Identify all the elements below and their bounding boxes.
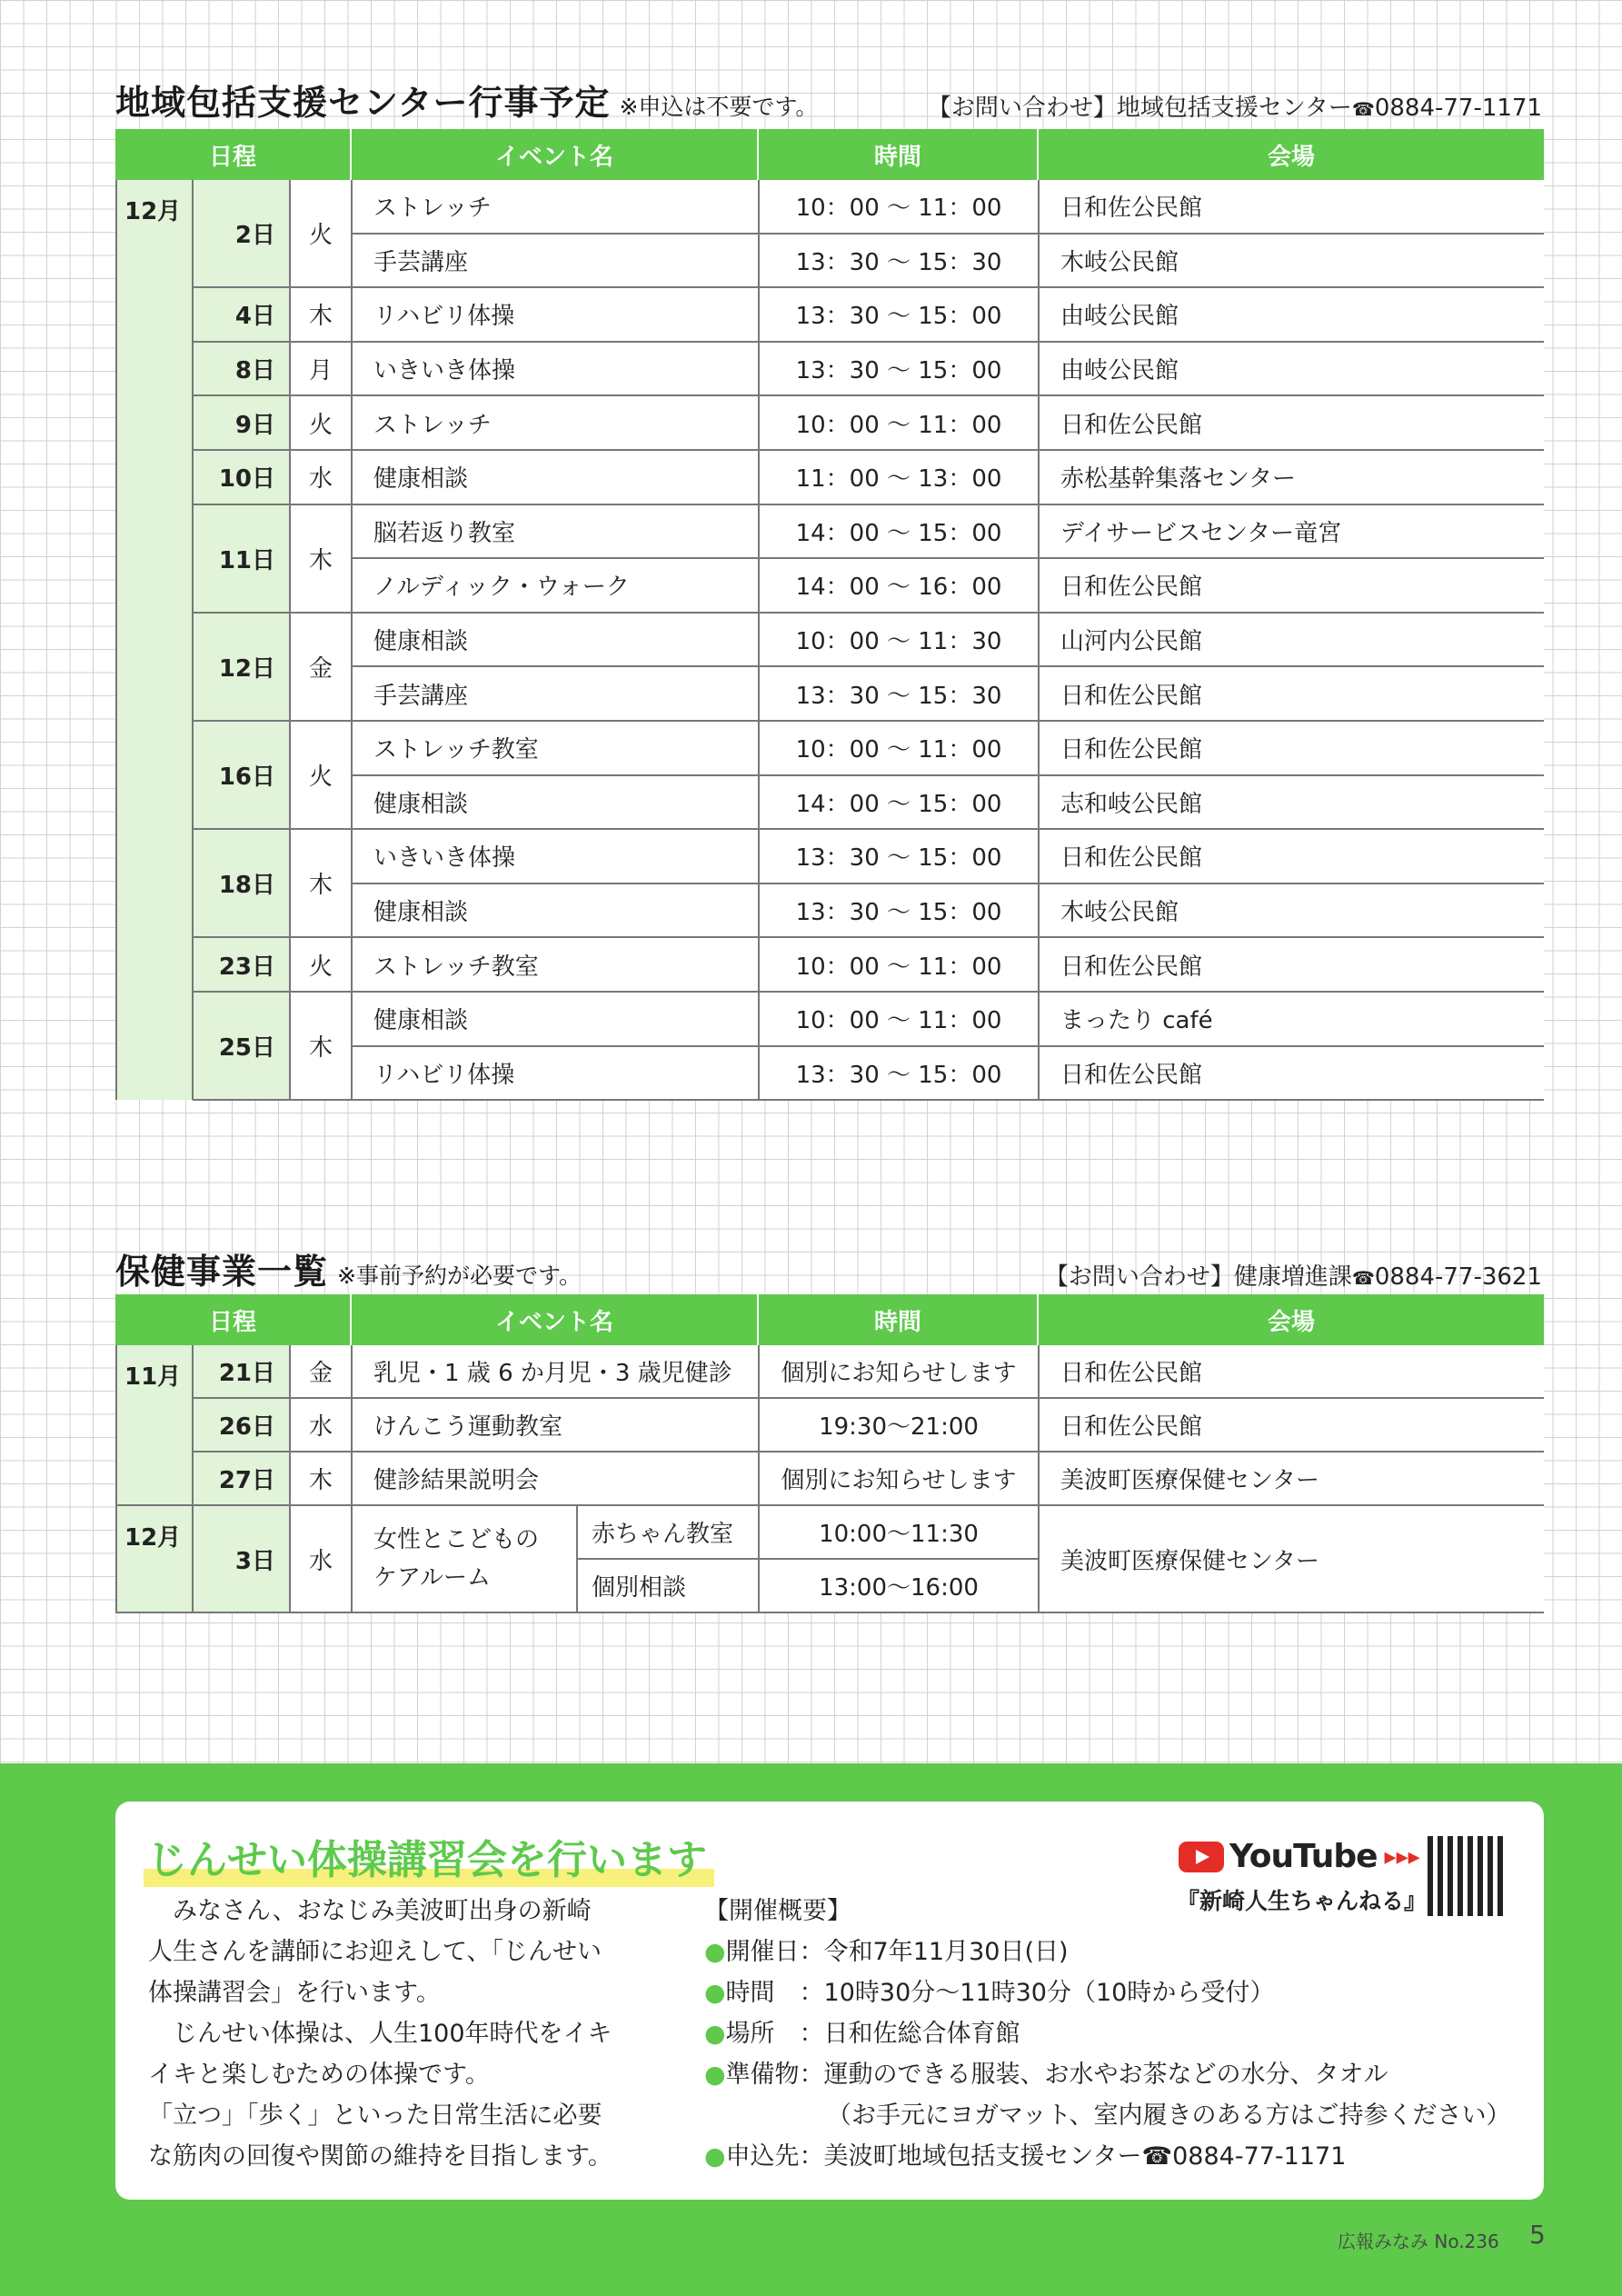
event-time: 10：00 ～ 11：00 bbox=[759, 396, 1039, 451]
month-cell bbox=[115, 180, 193, 1100]
event-time: 13:00～16:00 bbox=[759, 1560, 1039, 1613]
section1-table-header bbox=[115, 129, 1544, 180]
header-schedule: 日程 bbox=[115, 129, 352, 180]
header-time: 時間 bbox=[759, 1294, 1039, 1345]
event-venue: 木岐公民館 bbox=[1039, 235, 1544, 289]
event-name: けんこう運動教室 bbox=[352, 1399, 759, 1452]
header-venue: 会場 bbox=[1267, 143, 1315, 171]
event-time: 10：00 ～ 11：00 bbox=[759, 938, 1039, 993]
event-name: 健康相談 bbox=[352, 776, 759, 831]
event-name: リハビリ体操 bbox=[352, 1047, 759, 1102]
weekday-cell: 木 bbox=[290, 830, 352, 938]
event-name: ストレッチ bbox=[352, 180, 759, 235]
section1-title: 地域包括支援センター行事予定 ※申込は不要です。 bbox=[115, 83, 819, 123]
event-venue: 日和佐公民館 bbox=[1039, 559, 1544, 614]
event-time: 10:00～11:30 bbox=[759, 1506, 1039, 1560]
event-name: 脳若返り教室 bbox=[352, 505, 759, 560]
month-label: 11月 bbox=[124, 1363, 182, 1391]
event-time: 13：30 ～ 15：00 bbox=[759, 1047, 1039, 1102]
youtube-link[interactable] bbox=[1179, 1838, 1420, 1875]
weekday-cell: 木 bbox=[290, 288, 352, 343]
event-venue: 日和佐公民館 bbox=[1039, 1345, 1544, 1399]
day-cell: 8日 bbox=[193, 343, 290, 397]
event-name: 女性とこどもの ケアルーム bbox=[352, 1506, 577, 1613]
day-cell: 23日 bbox=[193, 938, 290, 993]
event-venue: 日和佐公民館 bbox=[1039, 396, 1544, 451]
promo-panel bbox=[115, 1802, 1544, 2200]
event-venue: 由岐公民館 bbox=[1039, 288, 1544, 343]
event-venue: 日和佐公民館 bbox=[1039, 1047, 1544, 1102]
event-name: 健康相談 bbox=[352, 884, 759, 939]
overview-date: ●開催日：令和7年11月30日(日) bbox=[704, 1938, 1069, 1966]
event-time: 個別にお知らせします bbox=[759, 1345, 1039, 1399]
day-cell: 12日 bbox=[193, 614, 290, 722]
sub-event-name: 個別相談 bbox=[577, 1560, 759, 1613]
page-number: 5 bbox=[1529, 2220, 1546, 2250]
header-venue: 会場 bbox=[1267, 1308, 1315, 1336]
event-time: 13：30 ～ 15：00 bbox=[759, 288, 1039, 343]
header-time: 時間 bbox=[759, 129, 1039, 180]
overview-time: ●時間 ：10時30分～11時30分（10時から受付） bbox=[704, 1979, 1275, 2007]
event-time: 10：00 ～ 11：00 bbox=[759, 180, 1039, 235]
event-venue: 日和佐公民館 bbox=[1039, 667, 1544, 722]
section2-table bbox=[115, 1345, 1544, 1613]
weekday-cell: 火 bbox=[290, 180, 352, 288]
event-venue: まったり café bbox=[1039, 993, 1544, 1047]
event-time: 11：00 ～ 13：00 bbox=[759, 451, 1039, 505]
weekday-cell: 水 bbox=[290, 451, 352, 505]
event-name: 乳児・1 歳 6 か月児・3 歳児健診 bbox=[352, 1345, 759, 1399]
event-name: 手芸講座 bbox=[352, 235, 759, 289]
event-venue: 日和佐公民館 bbox=[1039, 1399, 1544, 1452]
weekday-cell: 火 bbox=[290, 938, 352, 993]
overview-items-note: （お手元にヨガマット、室内履きのある方はご持参ください） bbox=[827, 2101, 1511, 2130]
event-venue: 山河内公民館 bbox=[1039, 614, 1544, 668]
promo-body: みなさん、おなじみ美波町出身の新崎 人生さんを講師にお迎えして、「じんせい 体操講習会」を行います。 じんせい体操は、人生100年時代をイキ イキと楽しむための体操です。 「立つ」「歩く」といった日常生活に必要 な筋肉の回復や関節の維持を目指します。 bbox=[148, 1897, 612, 2171]
weekday-cell: 木 bbox=[290, 1452, 352, 1506]
event-name: いきいき体操 bbox=[352, 830, 759, 884]
arrow-icon: ▸▸▸ bbox=[1384, 1842, 1420, 1871]
event-time: 13：30 ～ 15：00 bbox=[759, 830, 1039, 884]
weekday-cell: 木 bbox=[290, 505, 352, 614]
header-event: イベント名 bbox=[352, 129, 759, 180]
day-cell: 18日 bbox=[193, 830, 290, 938]
overview-place: ●場所 ：日和佐総合体育館 bbox=[704, 2020, 1020, 2048]
section2-title: 保健事業一覧 ※事前予約が必要です。 bbox=[115, 1252, 582, 1292]
event-venue: 日和佐公民館 bbox=[1039, 722, 1544, 776]
event-time: 14：00 ～ 15：00 bbox=[759, 505, 1039, 560]
weekday-cell: 水 bbox=[290, 1399, 352, 1452]
weekday-cell: 金 bbox=[290, 1345, 352, 1399]
event-name: 健康相談 bbox=[352, 614, 759, 668]
day-cell: 4日 bbox=[193, 288, 290, 343]
event-name: ストレッチ教室 bbox=[352, 722, 759, 776]
day-cell: 2日 bbox=[193, 180, 290, 288]
event-name: 手芸講座 bbox=[352, 667, 759, 722]
section2-note: ※事前予約が必要です。 bbox=[337, 1263, 582, 1289]
day-cell: 25日 bbox=[193, 993, 290, 1101]
section1-note: ※申込は不要です。 bbox=[619, 94, 819, 120]
event-venue: 日和佐公民館 bbox=[1039, 180, 1544, 235]
month-label: 12月 bbox=[124, 198, 182, 225]
event-venue: 日和佐公民館 bbox=[1039, 830, 1544, 884]
day-cell: 27日 bbox=[193, 1452, 290, 1506]
section2-contact: 【お問い合わせ】健康増進課☎0884-77-3621 bbox=[1044, 1263, 1542, 1291]
event-time: 10：00 ～ 11：30 bbox=[759, 614, 1039, 668]
event-time: 19:30～21:00 bbox=[759, 1399, 1039, 1452]
section1-table bbox=[115, 180, 1544, 1100]
event-venue: 志和岐公民館 bbox=[1039, 776, 1544, 831]
day-cell: 3日 bbox=[193, 1506, 290, 1613]
day-cell: 11日 bbox=[193, 505, 290, 614]
event-time: 13：30 ～ 15：30 bbox=[759, 667, 1039, 722]
header-event: イベント名 bbox=[352, 1294, 759, 1345]
event-name: 健康相談 bbox=[352, 451, 759, 505]
weekday-cell: 火 bbox=[290, 396, 352, 451]
promo-overview bbox=[704, 1891, 1511, 2177]
phone-icon: ☎ bbox=[1351, 1267, 1375, 1289]
event-time: 10：00 ～ 11：00 bbox=[759, 993, 1039, 1047]
event-venue: 由岐公民館 bbox=[1039, 343, 1544, 397]
event-venue: 美波町医療保健センター bbox=[1039, 1506, 1544, 1613]
day-cell: 21日 bbox=[193, 1345, 290, 1399]
event-time: 13：30 ～ 15：00 bbox=[759, 343, 1039, 397]
event-name: リハビリ体操 bbox=[352, 288, 759, 343]
event-venue: 美波町医療保健センター bbox=[1039, 1452, 1544, 1506]
event-name: ストレッチ bbox=[352, 396, 759, 451]
event-name: ストレッチ教室 bbox=[352, 938, 759, 993]
weekday-cell: 金 bbox=[290, 614, 352, 722]
overview-apply: ●申込先：美波町地域包括支援センター☎0884-77-1171 bbox=[704, 2142, 1347, 2171]
day-cell: 9日 bbox=[193, 396, 290, 451]
phone-icon: ☎ bbox=[1351, 98, 1375, 120]
youtube-label: YouTube bbox=[1229, 1838, 1378, 1875]
section1-contact: 【お問い合わせ】地域包括支援センター☎0884-77-1171 bbox=[927, 95, 1542, 122]
footer-divider bbox=[1508, 2214, 1510, 2269]
month-label: 12月 bbox=[124, 1524, 182, 1552]
event-venue: 木岐公民館 bbox=[1039, 884, 1544, 939]
day-cell: 26日 bbox=[193, 1399, 290, 1452]
event-time: 13：30 ～ 15：00 bbox=[759, 884, 1039, 939]
event-time: 13：30 ～ 15：30 bbox=[759, 235, 1039, 289]
event-venue: 日和佐公民館 bbox=[1039, 938, 1544, 993]
publication-name: 広報みなみ No.236 bbox=[1338, 2231, 1499, 2252]
event-name: 健診結果説明会 bbox=[352, 1452, 759, 1506]
event-time: 個別にお知らせします bbox=[759, 1452, 1039, 1506]
event-venue: デイサービスセンター竜宮 bbox=[1039, 505, 1544, 560]
sub-event-name: 赤ちゃん教室 bbox=[577, 1506, 759, 1560]
weekday-cell: 火 bbox=[290, 722, 352, 830]
day-cell: 16日 bbox=[193, 722, 290, 830]
weekday-cell: 木 bbox=[290, 993, 352, 1101]
overview-items: ●準備物：運動のできる服装、お水やお茶などの水分、タオル bbox=[704, 2061, 1388, 2089]
event-time: 10：00 ～ 11：00 bbox=[759, 722, 1039, 776]
overview-title: 【開催概要】 bbox=[704, 1897, 851, 1925]
event-venue: 赤松基幹集落センター bbox=[1039, 451, 1544, 505]
channel-name: 『新崎人生ちゃんねる』 bbox=[1177, 1888, 1428, 1914]
section2-table-header bbox=[115, 1294, 1544, 1345]
event-time: 14：00 ～ 15：00 bbox=[759, 776, 1039, 831]
event-time: 14：00 ～ 16：00 bbox=[759, 559, 1039, 614]
event-name: 健康相談 bbox=[352, 993, 759, 1047]
header-schedule: 日程 bbox=[115, 1294, 352, 1345]
youtube-play-icon bbox=[1179, 1842, 1224, 1872]
event-name: ノルディック・ウォーク bbox=[352, 559, 759, 614]
weekday-cell: 月 bbox=[290, 343, 352, 397]
weekday-cell: 水 bbox=[290, 1506, 352, 1613]
day-cell: 10日 bbox=[193, 451, 290, 505]
promo-title: じんせい体操講習会を行います bbox=[147, 1827, 707, 1885]
event-name: いきいき体操 bbox=[352, 343, 759, 397]
